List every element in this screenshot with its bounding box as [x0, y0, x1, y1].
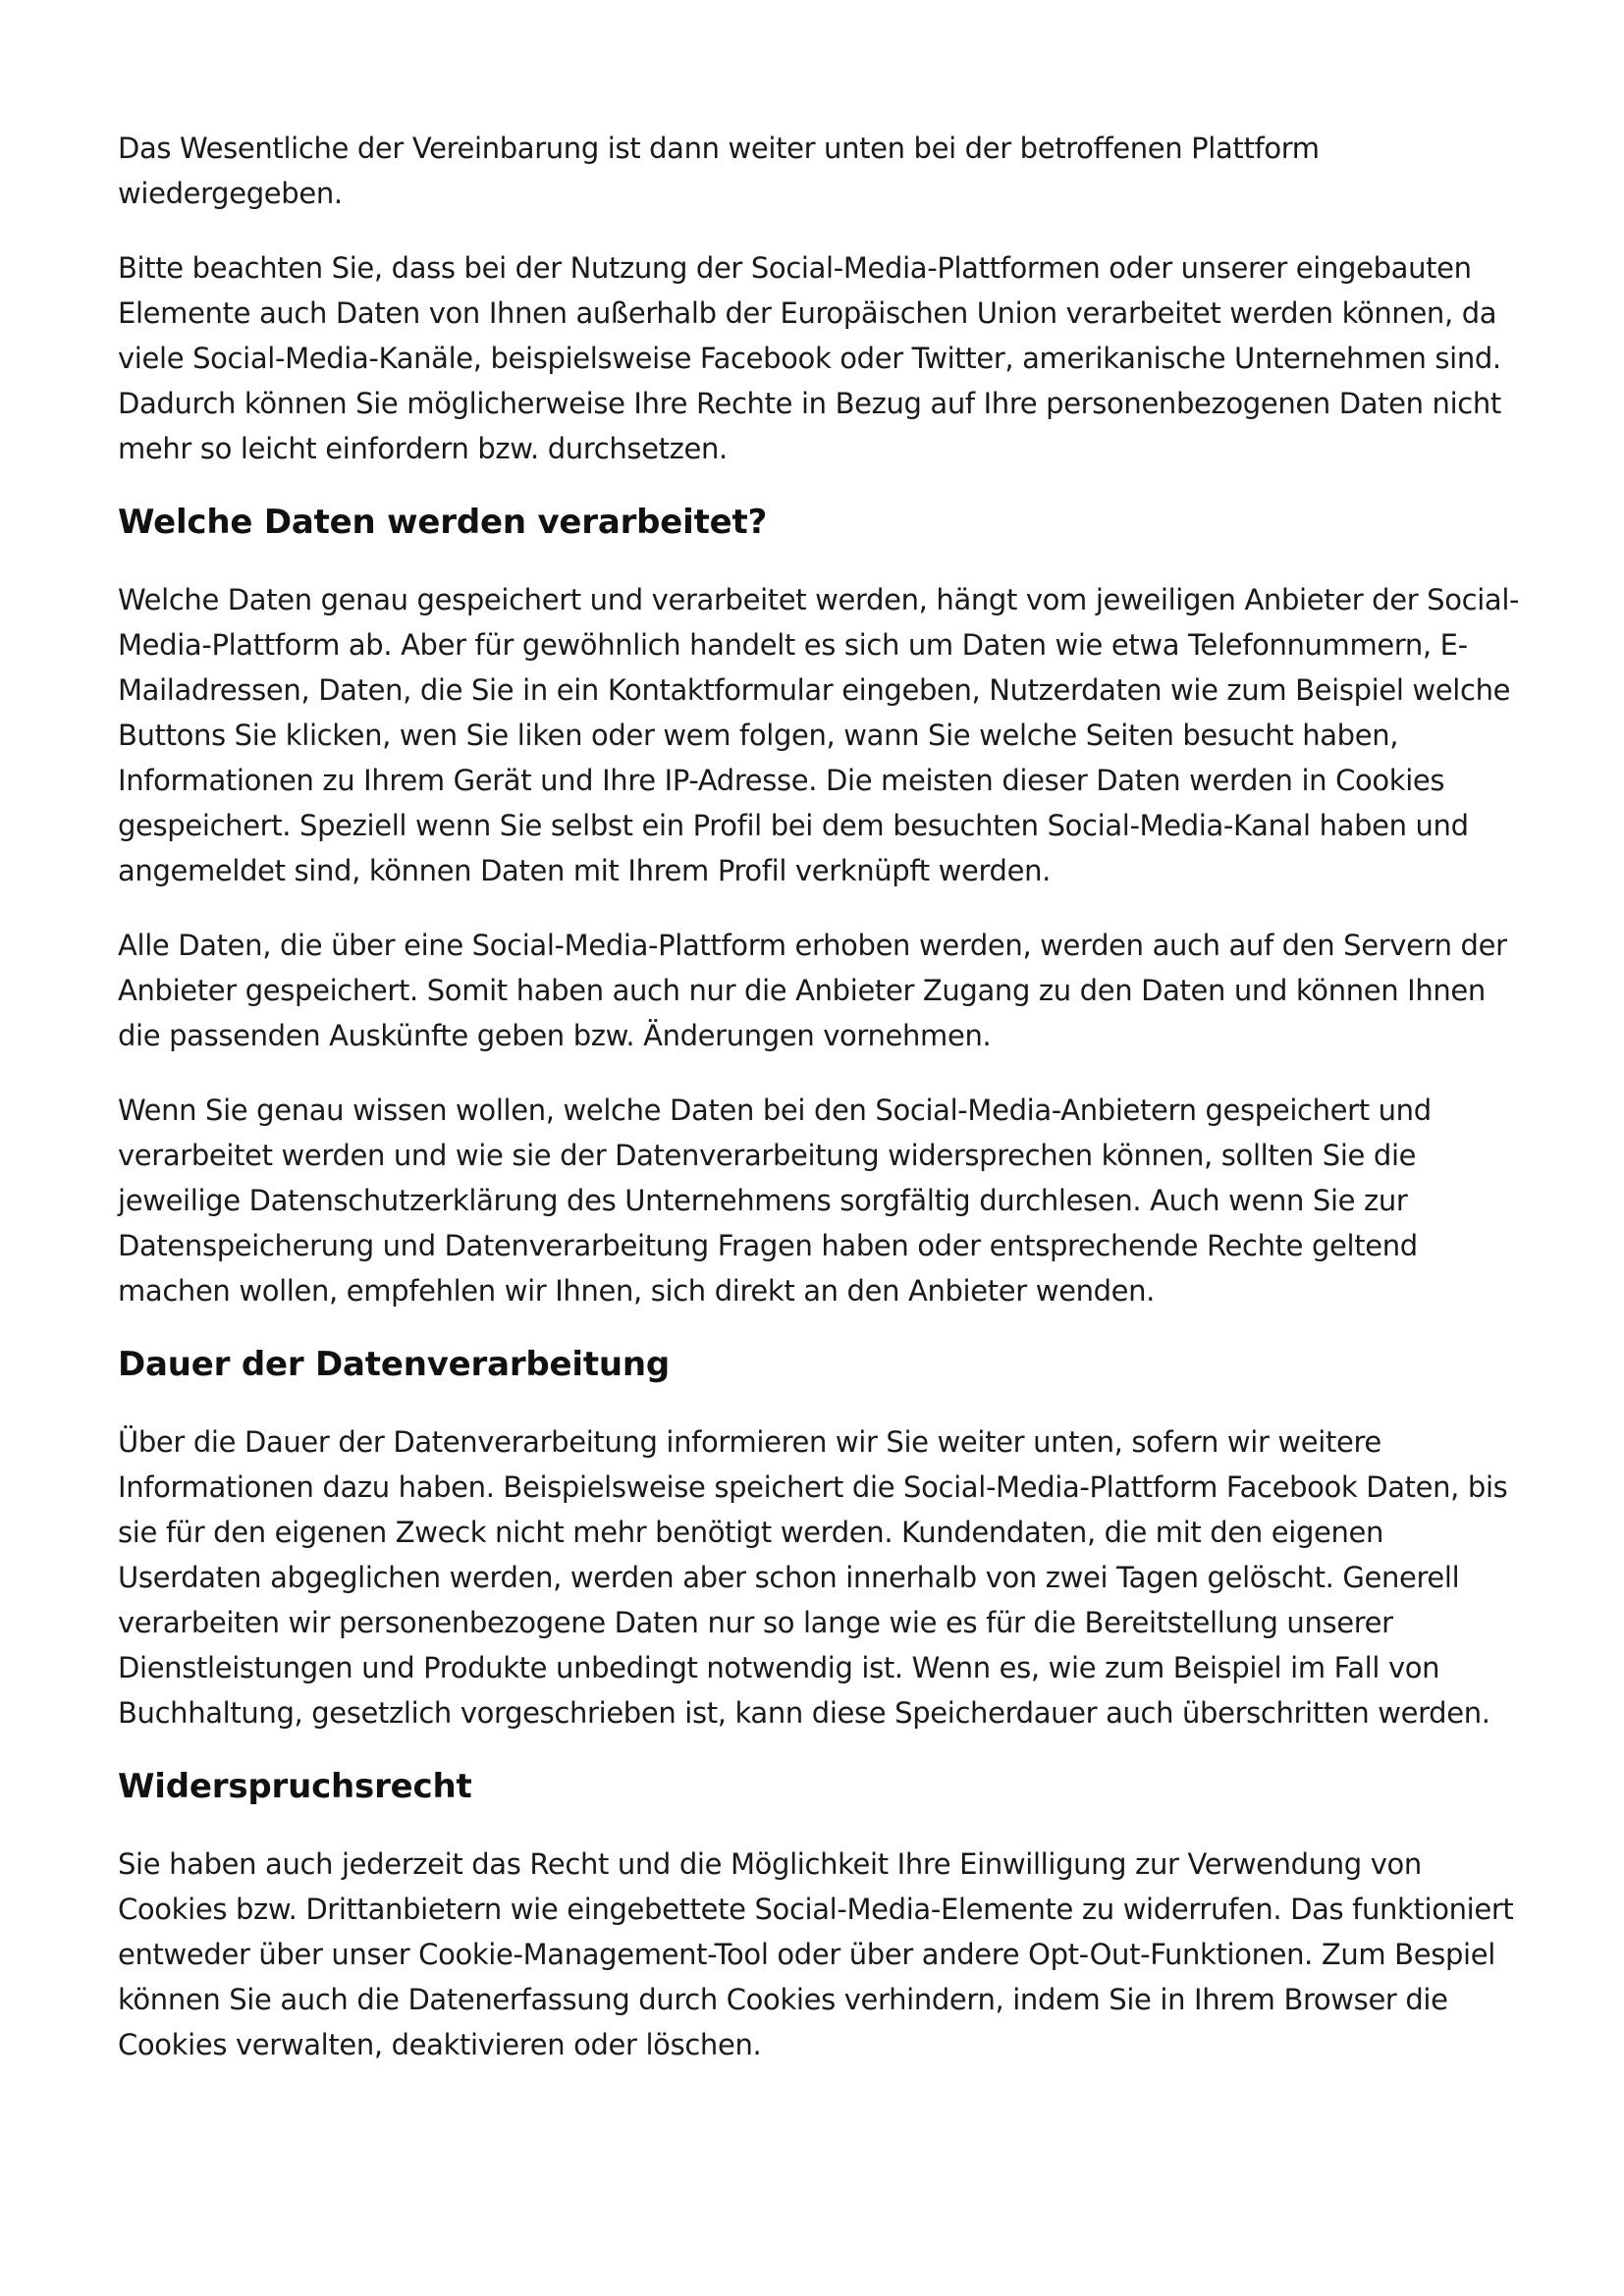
- paragraph-withdraw-consent: Sie haben auch jederzeit das Recht und die Möglichkeit Ihre Einwilligung zur Verwendung von Cookies bzw. Drittanbietern wie eingebettete Social-Media-Elemente zu widerrufen. Das funktioniert entweder über unser Cookie-Management-Tool oder über andere Opt-Out-Funktionen. Zum Bespiel können Sie auch die Datenerfassung durch Cookies verhindern, indem Sie in Ihrem Browser die Cookies verwalten, deaktivieren oder löschen.: [118, 1847, 1514, 2061]
- paragraph-duration-details: Über die Dauer der Datenverarbeitung informieren wir Sie weiter unten, sofern wir weitere Informationen dazu haben. Beispielsweise speichert die Social-Media-Plattform Facebook Daten, bis sie für den eigenen Zweck nicht mehr benötigt werden. Kundendaten, die mit den eigenen Userdaten abgeglichen werden, werden aber schon innerhalb von zwei Tagen gelöscht. Generell verarbeiten wir personenbezogene Daten nur so lange wie es für die Bereitstellung unserer Dienstleistungen und Produkte unbedingt notwendig ist. Wenn es, wie zum Beispiel im Fall von Buchhaltung, gesetzlich vorgeschrieben ist, kann diese Speicherdauer auch überschritten werden.: [118, 1425, 1508, 1730]
- heading-processing-duration: Dauer der Datenverarbeitung: [118, 1345, 671, 1384]
- paragraph-agreement-summary: Das Wesentliche der Vereinbarung ist dann weiter unten bei der betroffenen Plattform wiedergegeben.: [118, 132, 1320, 210]
- heading-right-to-object: Widerspruchsrecht: [118, 1767, 472, 1806]
- paragraph-data-storage: Alle Daten, die über eine Social-Media-Plattform erhoben werden, werden auch auf den Servern der Anbieter gespeichert. Somit haben auch nur die Anbieter Zugang zu den Daten und können Ihnen die passenden Auskünfte geben bzw. Änderungen vornehmen.: [118, 929, 1507, 1052]
- paragraph-data-types: Welche Daten genau gespeichert und verarbeitet werden, hängt vom jeweiligen Anbieter der Social-Media-Plattform ab. Aber für gewöhnlich handelt es sich um Daten wie etwa Telefonnummern, E-Mailadressen, Daten, die Sie in ein Kontaktformular eingeben, Nutzerdaten wie zum Beispiel welche Buttons Sie klicken, wen Sie liken oder wem folgen, wann Sie welche Seiten besucht haben, Informationen zu Ihrem Gerät und Ihre IP-Adresse. Die meisten dieser Daten werden in Cookies gespeichert. Speziell wenn Sie selbst ein Profil bei dem besuchten Social-Media-Kanal haben und angemeldet sind, können Daten mit Ihrem Profil verknüpft werden.: [118, 583, 1520, 887]
- heading-processed-data: Welche Daten werden verarbeitet?: [118, 503, 768, 542]
- paragraph-data-outside-eu: Bitte beachten Sie, dass bei der Nutzung der Social-Media-Plattformen oder unserer eingebauten Elemente auch Daten von Ihnen außerhalb der Europäischen Union verarbeitet werden können, da viele Social-Media-Kanäle, beispielsweise Facebook oder Twitter, amerikanische Unternehmen sind. Dadurch können Sie möglicherweise Ihre Rechte in Bezug auf Ihre personenbezogenen Daten nicht mehr so leicht einfordern bzw. durchsetzen.: [118, 251, 1501, 465]
- document-page: [118, 126, 1522, 2097]
- paragraph-privacy-policy: Wenn Sie genau wissen wollen, welche Daten bei den Social-Media-Anbietern gespeichert und verarbeitet werden und wie sie der Datenverarbeitung widersprechen können, sollten Sie die jeweilige Datenschutzerklärung des Unternehmens sorgfältig durchlesen. Auch wenn Sie zur Datenspeicherung und Datenverarbeitung Fragen haben oder entsprechende Rechte geltend machen wollen, empfehlen wir Ihnen, sich direkt an den Anbieter wenden.: [118, 1094, 1432, 1308]
